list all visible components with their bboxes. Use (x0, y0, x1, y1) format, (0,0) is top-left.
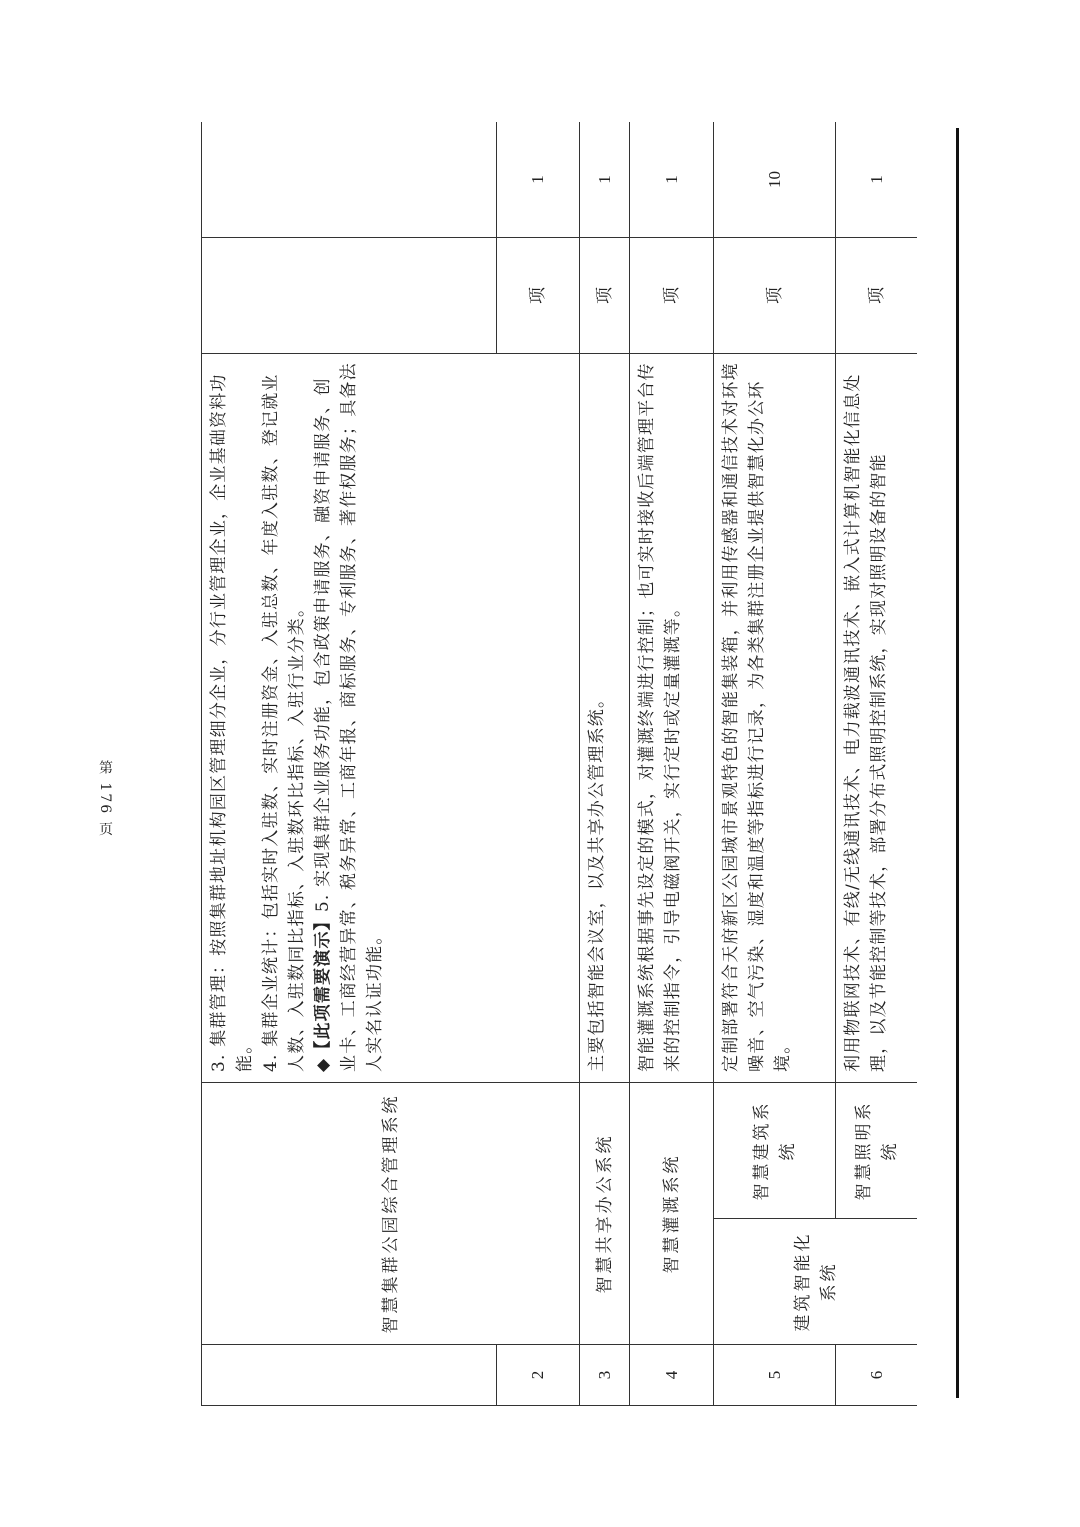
row-description (836, 354, 918, 1083)
row-description (714, 354, 836, 1083)
row-qty: 1 (836, 122, 918, 238)
row-description (580, 354, 630, 1083)
row-description (202, 354, 580, 1083)
spec-table-rotated (201, 122, 917, 1406)
row-qty: 1 (497, 122, 580, 238)
row-index: 3 (580, 1345, 630, 1406)
row-unit: 项 (714, 238, 836, 354)
row-category: 建筑智能化系统 (714, 1219, 918, 1345)
row-qty (202, 122, 497, 238)
desc-line: 利用物联网技术、有线/无线通讯技术、电力载波通讯技术、嵌入式计算机智能化信息处理，以及节能控制等技术，部署分布式照明控制系统，实现对照明设备的智能 (843, 373, 889, 1072)
page-margin-rule (956, 128, 959, 1398)
page-footer (95, 760, 135, 850)
table-row (630, 122, 714, 1406)
row-index: 4 (630, 1345, 714, 1406)
row-unit: 项 (630, 238, 714, 354)
table-row (202, 122, 497, 1406)
desc-line: 主要包括智能会议室，以及共享办公管理系统。 (587, 689, 607, 1072)
desc-line: 智能灌溉系统根据事先设定的模式，对灌溉终端进行控制；也可实时接收后端管理平台传来的控制指令，引导电磁阀开关，实行定时或定量灌溉等。 (637, 362, 683, 1072)
row-qty: 1 (580, 122, 630, 238)
row-qty: 1 (630, 122, 714, 238)
emphasis-label: ◆【此项需要演示】 (313, 912, 333, 1072)
row-name: 智慧灌溉系统 (630, 1083, 714, 1345)
row-index: 6 (836, 1345, 918, 1406)
row-index (202, 1345, 497, 1406)
row-name: 智慧照明系统 (836, 1083, 918, 1219)
table-row (836, 122, 918, 1406)
row-name: 智慧共享办公系统 (580, 1083, 630, 1345)
row-name: 智慧集群公园综合管理系统 (380, 1093, 401, 1334)
desc-line: ◆【此项需要演示】5. 实现集群企业服务功能，包含政策申请服务、融资申请服务、创业卡、工商经营异常、税务异常、工商年报、商标服务、专利服务、著作权服务；具备法人实名认证功能。 (313, 362, 385, 1072)
row-description (630, 354, 714, 1083)
row-index: 2 (497, 1345, 580, 1406)
table-row (580, 122, 630, 1406)
rotated-table-area (201, 122, 917, 1406)
row-unit: 项 (580, 238, 630, 354)
row-name: 智慧建筑系统 (714, 1083, 836, 1219)
spec-table (201, 122, 917, 1406)
row-qty: 10 (714, 122, 836, 238)
row-unit: 项 (836, 238, 918, 354)
page-number: 第 176 页 (97, 760, 113, 838)
desc-line: 4. 集群企业统计：包括实时入驻数、实时注册资金、入驻总数、年度入驻数、登记就业人数、入驻数同比指标、入驻数环比指标、入驻行业分类。 (261, 373, 307, 1072)
desc-line: 3. 集群管理：按照集群地址机构园区管理细分企业，分行业管理企业，企业基础资料功能。 (209, 373, 255, 1072)
table-row (714, 122, 836, 1406)
row-unit: 项 (497, 238, 580, 354)
row-index: 5 (714, 1345, 836, 1406)
row-category-name (202, 1083, 580, 1345)
desc-line: 定制部署符合天府新区公园城市景观特色的智能集装箱，并利用传感器和通信技术对环境噪音、空气污染、湿度和温度等指标进行记录，为各类集群注册企业提供智慧化办公环境。 (721, 362, 793, 1072)
row-unit (202, 238, 497, 354)
